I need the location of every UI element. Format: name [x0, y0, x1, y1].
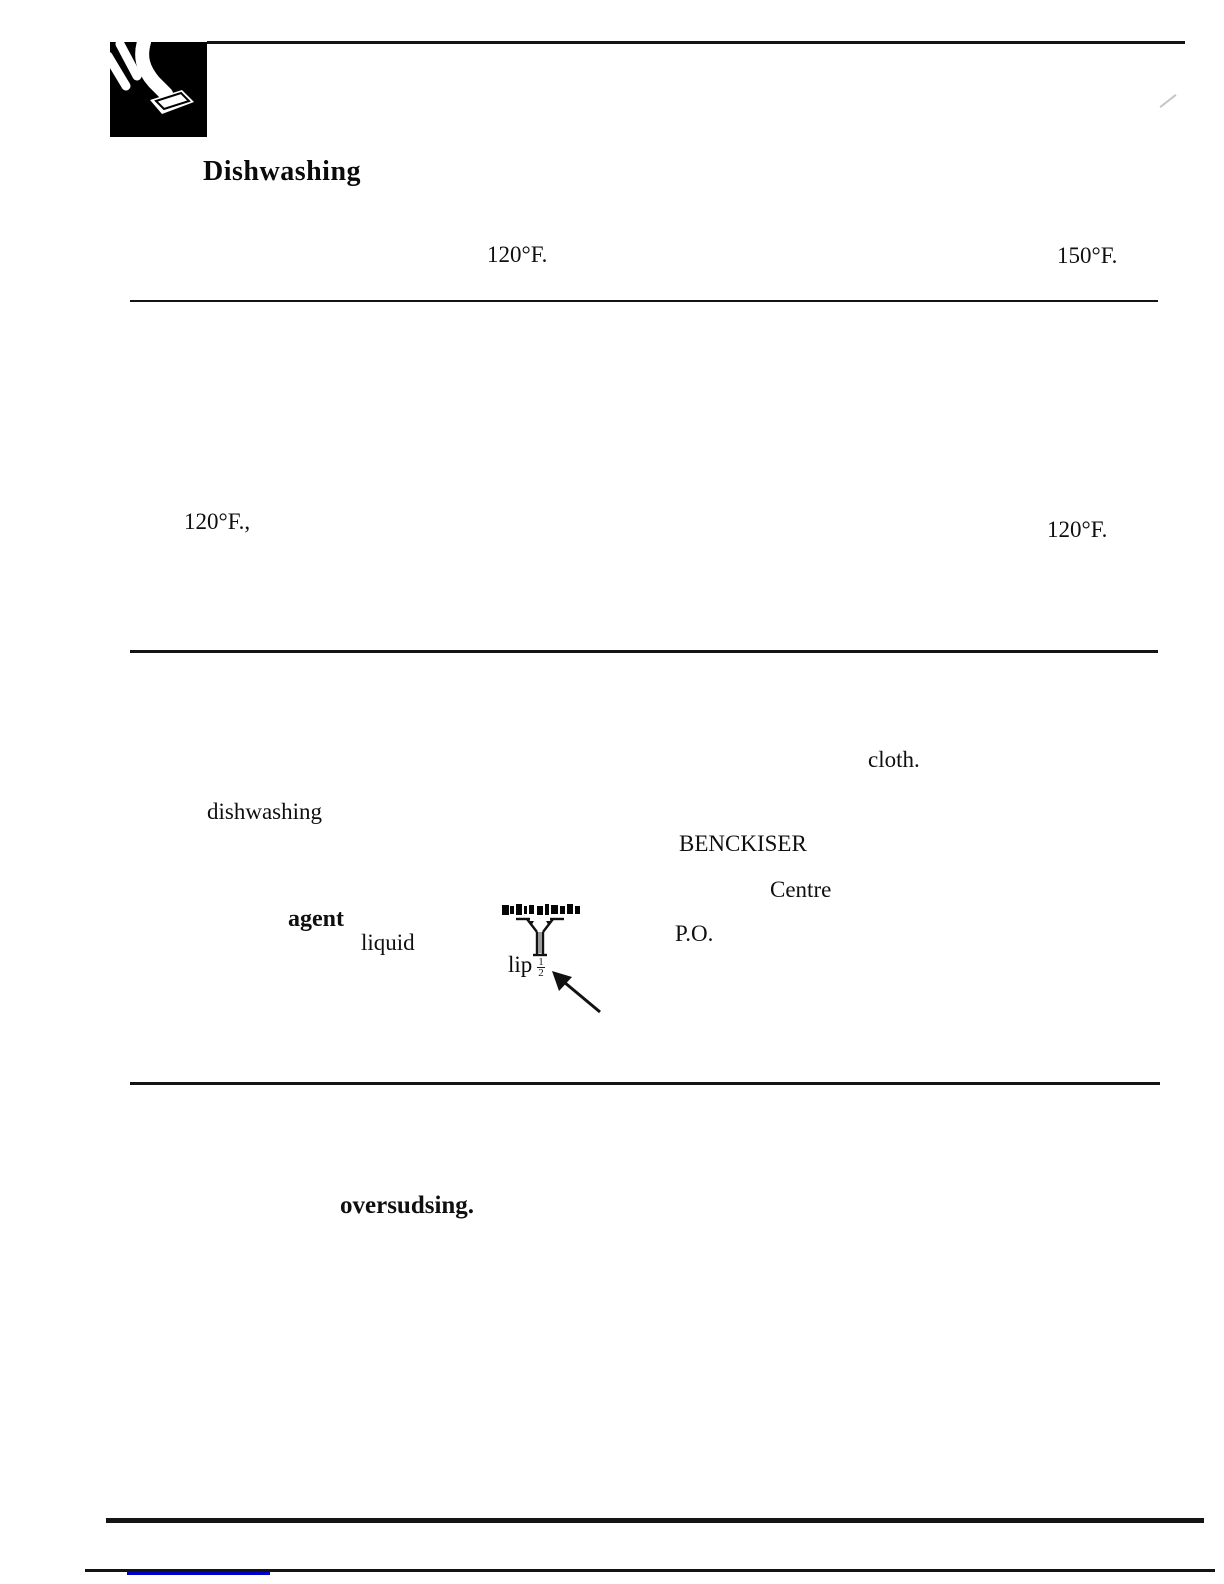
- lip-caption: [508, 952, 545, 978]
- text-oversudsing: oversudsing.: [340, 1192, 475, 1219]
- header-rule: [207, 41, 1185, 44]
- text-benckiser: BENCKISER: [679, 831, 807, 856]
- text-agent: agent: [288, 906, 344, 932]
- text-temp-120-right: 120°F.: [1047, 517, 1108, 542]
- page-title: Dishwashing: [203, 156, 362, 187]
- footer-link-underline[interactable]: [127, 1572, 270, 1575]
- section-rule-3: [130, 1082, 1160, 1085]
- text-temp-120-intro: 120°F.: [487, 242, 548, 267]
- smudged-text-strip: [502, 904, 580, 915]
- text-cloth: cloth.: [868, 747, 920, 772]
- text-dishwashing: dishwashing: [207, 799, 322, 824]
- pointer-arrow: [548, 968, 604, 1021]
- text-po: P.O.: [675, 921, 714, 946]
- fraction-numerator: 1: [538, 956, 544, 968]
- fraction-denominator: 2: [538, 967, 544, 979]
- footer-rule: [106, 1518, 1204, 1523]
- text-temp-120-left: 120°F.,: [184, 509, 251, 534]
- text-temp-150: 150°F.: [1057, 243, 1118, 268]
- section-rule-1: [130, 300, 1158, 302]
- text-centre: Centre: [770, 877, 832, 902]
- half-fraction: [537, 957, 545, 978]
- text-liquid: liquid: [361, 930, 415, 955]
- hand-pressing-button-drawing: [110, 42, 207, 137]
- hand-press-icon: [110, 42, 207, 137]
- arrow-icon: [548, 968, 604, 1016]
- scan-artifact-mark: [1160, 94, 1177, 108]
- section-rule-2: [130, 650, 1158, 653]
- lip-label: lip: [508, 952, 533, 977]
